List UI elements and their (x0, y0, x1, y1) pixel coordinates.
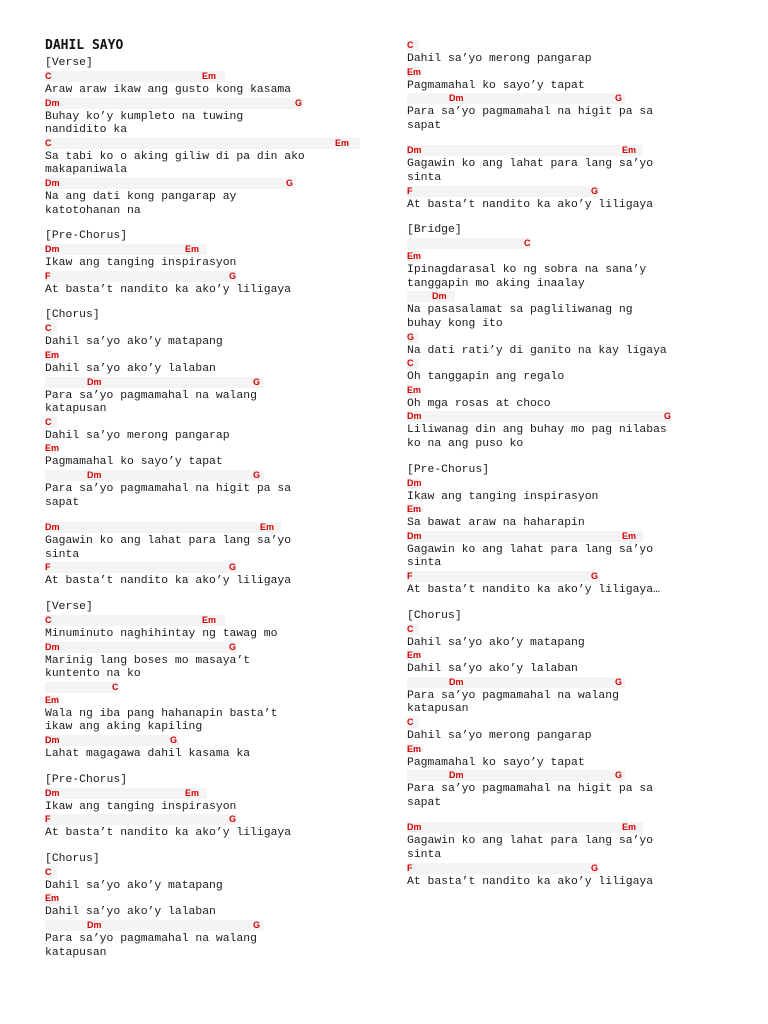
lyric-line: Gagawin ko ang lahat para lang sa’yo (45, 535, 292, 548)
chord-line (45, 788, 207, 799)
chord-line (45, 178, 294, 189)
lyric-line: Para sa’yo pagmamahal na walang (407, 689, 619, 702)
chord-label: Dm (449, 93, 464, 104)
lyric-line: ko na ang puso ko (407, 438, 524, 450)
lyric-line: katapusan (407, 703, 469, 716)
chord-line (407, 770, 625, 781)
chord-label: G (229, 641, 237, 652)
chord-label: Dm (45, 178, 60, 188)
chord-label: C (407, 623, 414, 634)
lyric-line: katapusan (45, 403, 107, 416)
section-label: [Chorus] (407, 609, 462, 622)
chord-line (45, 615, 225, 626)
chord-label: G (407, 331, 415, 342)
chord-line (407, 238, 531, 249)
chord-label: Em (407, 743, 422, 754)
chord-line (45, 682, 117, 693)
section-label: [Verse] (45, 57, 93, 69)
chord-line (407, 650, 422, 661)
chord-line (45, 694, 60, 706)
chord-label: G (229, 562, 237, 573)
section-label: [Chorus] (45, 852, 100, 865)
chord-label: Dm (87, 470, 102, 480)
chord-label: C (45, 866, 52, 877)
chord-label: C (407, 358, 414, 369)
chord-label: C (45, 71, 52, 81)
chord-label: Em (202, 615, 217, 625)
lyric-line: Liliwanag din ang buhay mo pag nilabas (407, 424, 667, 437)
lyric-line: katotohanan na (45, 204, 141, 217)
chord-label: G (286, 178, 294, 188)
chord-label: G (615, 93, 623, 104)
chord-line (45, 443, 60, 454)
lyric-line: Ikaw ang tanging inspirasyon (45, 800, 237, 813)
lyric-line: Dahil sa’yo ako’y lalaban (45, 363, 216, 375)
section-label: [Pre-Chorus] (45, 773, 128, 786)
chord-line (45, 642, 237, 653)
chord-label: C (407, 717, 414, 727)
chord-label: Dm (449, 770, 464, 781)
lyric-line: Dahil sa’yo merong pangarap (45, 429, 230, 442)
lyric-line: Gagawin ko ang lahat para lang sa’yo (407, 835, 654, 848)
chord-line (407, 863, 599, 874)
chord-line (407, 717, 419, 728)
song-title: DAHIL SAYO (45, 38, 124, 53)
lyric-line: At basta’t nandito ka ako’y liligaya (407, 198, 654, 211)
chord-label: Em (407, 66, 422, 77)
chord-line (45, 522, 281, 533)
chord-label: C (524, 238, 531, 249)
lyric-line: At basta’t nandito ka ako’y liligaya (407, 875, 654, 888)
chord-label: F (45, 270, 51, 281)
lyric-line: Ikaw ang tanging inspirasyon (407, 490, 599, 503)
chord-label: Em (185, 787, 200, 798)
chord-line (407, 411, 671, 422)
chord-label: Dm (407, 530, 422, 541)
chord-label: Dm (45, 522, 60, 533)
lyric-line: At basta’t nandito ka ako’y liligaya… (407, 584, 660, 596)
chord-label: Dm (45, 641, 60, 652)
chord-label: G (615, 770, 623, 781)
chord-line (407, 477, 422, 489)
chord-label: G (591, 185, 599, 196)
chord-line (45, 735, 179, 746)
chord-label: Em (45, 893, 60, 904)
chord-line (45, 98, 303, 109)
lyric-line: sinta (407, 172, 442, 184)
chord-line (45, 893, 60, 904)
chord-label: Em (185, 244, 200, 255)
chord-line (407, 93, 625, 104)
lyric-line: sinta (407, 557, 442, 570)
lyric-line: Pagmamahal ko sayo’y tapat (45, 456, 223, 469)
lyric-line: kuntento na ko (45, 668, 141, 681)
lyric-line: Lahat magagawa dahil kasama ka (45, 748, 251, 760)
chord-label: G (170, 735, 178, 745)
lyric-line: Ipinagdarasal ko ng sobra na sana’y (407, 264, 647, 277)
chord-label: G (615, 676, 623, 687)
lyric-line: ikaw ang aking kapiling (45, 721, 203, 734)
chord-line (407, 504, 422, 515)
lyric-line: Marinig lang boses mo masaya’t (45, 654, 251, 667)
lyric-line: Dahil sa’yo ako’y lalaban (407, 663, 578, 676)
chord-line (407, 40, 419, 51)
section-label: [Pre-Chorus] (45, 230, 128, 243)
lyric-line: makapaniwala (45, 164, 128, 177)
chord-label: G (591, 862, 599, 873)
chord-line (45, 417, 57, 428)
chord-line (407, 66, 422, 78)
lyric-line: At basta’t nandito ka ako’y liligaya (45, 575, 292, 588)
chord-label: Em (407, 251, 422, 262)
chord-line (45, 350, 60, 361)
lyric-line: Para sa’yo pagmamahal na walang (45, 389, 257, 402)
section-label: [Verse] (45, 601, 93, 613)
lyric-line: tanggapin mo aking inaalay (407, 277, 585, 290)
lyric-line: Araw araw ikaw ang gusto kong kasama (45, 84, 292, 96)
chord-line (45, 323, 57, 334)
chord-label: Em (407, 650, 422, 661)
chord-label: F (45, 562, 51, 573)
lyric-line: Dahil sa’yo ako’y matapang (407, 636, 585, 649)
chord-label: C (45, 137, 52, 148)
chord-line (407, 384, 422, 396)
chord-line (45, 814, 237, 825)
lyric-line: Na dati rati’y di ganito na kay ligaya (407, 344, 667, 357)
lyric-line: Pagmamahal ko sayo’y tapat (407, 79, 585, 92)
section-label: [Bridge] (407, 224, 462, 237)
chord-label: Em (622, 145, 637, 156)
lyric-line: At basta’t nandito ka ako’y liligaya (45, 827, 292, 840)
lyric-line: Wala ng iba pang hahanapin basta’t (45, 707, 278, 720)
lyric-line: Na pasasalamat sa pagliliwanag ng (407, 304, 633, 317)
chord-line (407, 332, 419, 343)
lyric-line: Buhay ko’y kumpleto na tuwing (45, 110, 244, 123)
chord-label: F (407, 185, 413, 196)
chord-label: C (45, 416, 52, 427)
chord-label: Em (202, 71, 217, 81)
chord-label: Dm (45, 735, 60, 745)
lyric-line: sinta (407, 849, 442, 861)
chord-line (407, 186, 599, 197)
lyric-line: nandidito ka (45, 124, 128, 137)
chord-label: C (407, 40, 414, 50)
chord-label: Em (45, 443, 60, 454)
lyric-line: sapat (407, 796, 442, 809)
chord-line (407, 822, 643, 833)
lyric-line: sinta (45, 548, 80, 561)
chord-label: Dm (449, 676, 464, 687)
chord-line (45, 920, 263, 931)
chord-label: G (253, 920, 261, 930)
chord-label: Em (622, 530, 637, 541)
chord-label: Em (622, 822, 637, 833)
chord-label: Em (260, 522, 275, 533)
chord-label: Dm (407, 822, 422, 833)
chord-line (407, 531, 643, 542)
chord-label: G (229, 270, 237, 281)
lyric-line: Minuminuto naghihintay ng tawag mo (45, 628, 278, 640)
chord-label: F (45, 814, 51, 825)
chord-label: F (407, 571, 413, 581)
chord-line (407, 251, 422, 262)
lyric-line: Gagawin ko ang lahat para lang sa’yo (407, 543, 654, 556)
chord-line (45, 562, 237, 573)
chord-label: Dm (87, 376, 102, 387)
chord-label: C (45, 615, 52, 625)
chord-label: Em (45, 350, 60, 360)
chord-line (45, 271, 237, 282)
lyric-line: Pagmamahal ko sayo’y tapat (407, 756, 585, 769)
chord-label: G (664, 411, 672, 422)
chord-label: Dm (407, 411, 422, 422)
lyric-line: buhay kong ito (407, 318, 503, 330)
chord-label: Dm (432, 291, 447, 302)
lyric-line: At basta’t nandito ka ako’y liligaya (45, 283, 292, 296)
chord-label: Dm (407, 477, 422, 488)
lyric-line: Para sa’yo pagmamahal na higit pa sa (407, 106, 654, 119)
chord-label: C (45, 323, 52, 334)
chord-label: Dm (87, 920, 102, 930)
chord-label: Em (407, 384, 422, 395)
chord-label: G (295, 97, 303, 108)
chord-line (407, 358, 419, 369)
chord-label: C (112, 681, 119, 692)
chord-label: Dm (407, 145, 422, 156)
chord-line (45, 244, 207, 255)
chord-line (45, 867, 57, 878)
lyric-line: Para sa’yo pagmamahal na walang (45, 933, 257, 945)
lyric-line: Sa tabi ko o aking giliw di pa din ako (45, 150, 305, 163)
chord-line (45, 71, 225, 82)
lyric-line: Ikaw ang tanging inspirasyon (45, 257, 237, 270)
chord-label: Dm (45, 787, 60, 798)
lyric-line: Para sa’yo pagmamahal na higit pa sa (45, 483, 292, 495)
chord-label: G (229, 814, 237, 825)
lyric-line: sapat (407, 119, 442, 132)
lyric-line: Oh tanggapin ang regalo (407, 371, 565, 384)
section-label: [Chorus] (45, 309, 100, 322)
chord-label: G (253, 470, 261, 480)
chord-line (407, 291, 455, 302)
chord-label: G (591, 571, 599, 581)
chord-label: Em (335, 137, 350, 148)
lyric-line: sapat (45, 496, 80, 509)
lyric-line: Oh mga rosas at choco (407, 397, 551, 410)
lyric-line: Dahil sa’yo ako’y matapang (45, 879, 223, 892)
lyric-line: Para sa’yo pagmamahal na higit pa sa (407, 783, 654, 796)
chord-label: Em (407, 504, 422, 515)
chord-label: G (253, 376, 261, 387)
chord-line (407, 743, 422, 755)
chord-line (45, 377, 263, 388)
section-label: [Pre-Chorus] (407, 463, 490, 476)
lyric-line: Gagawin ko ang lahat para lang sa’yo (407, 158, 654, 171)
lyric-line: Sa bawat araw na haharapin (407, 517, 585, 530)
chord-line (407, 624, 419, 635)
chord-label: Dm (45, 97, 60, 108)
lyric-line: Dahil sa’yo ako’y lalaban (45, 906, 216, 919)
lyric-line: Dahil sa’yo merong pangarap (407, 730, 592, 742)
lyric-line: Dahil sa’yo merong pangarap (407, 53, 592, 65)
chord-label: Em (45, 694, 60, 705)
chord-label: F (407, 862, 413, 873)
chord-label: Dm (45, 244, 60, 255)
lyric-line: katapusan (45, 946, 107, 959)
chord-line (45, 138, 360, 149)
chord-line (45, 470, 263, 481)
chord-line (407, 145, 643, 156)
lyric-line: Na ang dati kong pangarap ay (45, 191, 237, 203)
chord-line (407, 677, 625, 688)
chord-line (407, 571, 599, 582)
lyric-line: Dahil sa’yo ako’y matapang (45, 336, 223, 349)
